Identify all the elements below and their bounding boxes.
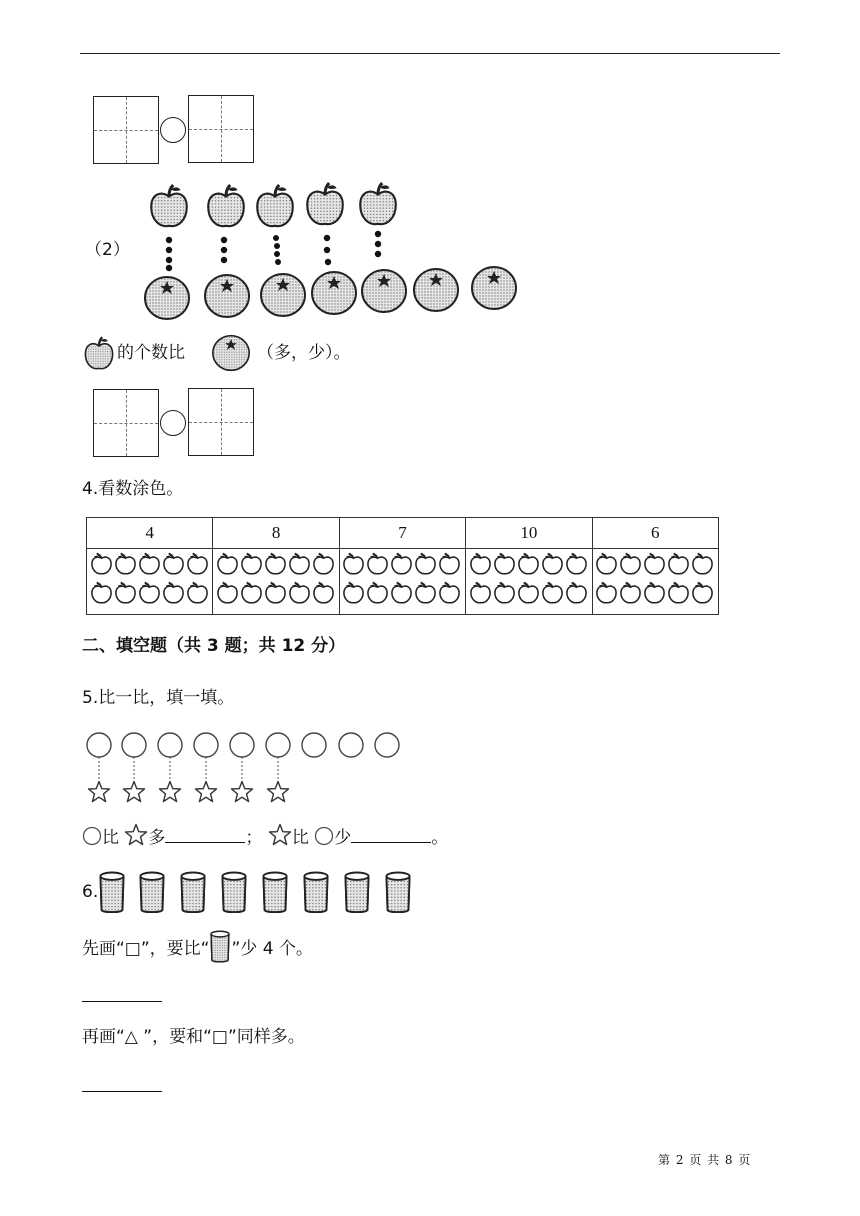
star-icon <box>268 823 292 847</box>
star-icon <box>160 782 181 802</box>
circle-shape <box>339 733 363 757</box>
apple-outline-icon[interactable] <box>621 553 640 573</box>
connecting-dots <box>140 228 400 272</box>
apple-outline-icon[interactable] <box>440 553 459 573</box>
q5-sep: ； <box>245 828 263 848</box>
apple-outline-icon[interactable] <box>471 582 490 602</box>
question-5-title: 5.比一比，填一填。 <box>82 688 235 708</box>
apple-outline-icon[interactable] <box>693 582 712 602</box>
orange-icon <box>360 268 408 314</box>
apple-outline-icon[interactable] <box>597 553 616 573</box>
q5-fill-sentence <box>82 823 448 847</box>
apple-grid-cell[interactable] <box>466 549 592 615</box>
apple-outline-icon[interactable] <box>140 553 159 573</box>
orange-icon <box>143 275 191 321</box>
star-icon <box>268 782 289 802</box>
cup-icon <box>343 871 371 915</box>
answer-blank[interactable] <box>165 842 245 843</box>
apple-outline-icon[interactable] <box>344 582 363 602</box>
header-rule <box>80 53 780 54</box>
star-icon <box>89 782 110 802</box>
apple-outline-icon[interactable] <box>314 553 333 573</box>
apple-icon <box>148 184 190 230</box>
circle-shape <box>87 733 111 757</box>
count-cell: 6 <box>592 518 718 549</box>
circle-icon <box>314 826 334 846</box>
apple-outline-icon[interactable] <box>519 582 538 602</box>
cup-icon <box>384 871 412 915</box>
answer-line[interactable] <box>82 1001 162 1002</box>
orange-icon <box>412 267 460 313</box>
q6-line1-before: 先画“□”，要比“ <box>82 939 210 959</box>
apple-outline-icon[interactable] <box>597 582 616 602</box>
apple-outline-icon[interactable] <box>392 582 411 602</box>
cup-icon <box>98 871 126 915</box>
orange-icon <box>259 272 307 318</box>
q5-bi-2: 比 <box>291 828 309 848</box>
apple-outline-icon[interactable] <box>116 582 135 602</box>
apple-outline-icon[interactable] <box>368 553 387 573</box>
apple-outline-icon[interactable] <box>218 553 237 573</box>
apple-outline-icon[interactable] <box>495 553 514 573</box>
circle-shape <box>158 733 182 757</box>
orange-icon <box>470 265 518 311</box>
q5-duo: 多 <box>148 828 166 848</box>
apple-icon <box>357 182 399 228</box>
apple-outline-icon[interactable] <box>242 553 261 573</box>
apple-outline-icon[interactable] <box>164 553 183 573</box>
circle-shape <box>122 733 146 757</box>
apple-outline-icon[interactable] <box>266 582 285 602</box>
apple-outline-icon[interactable] <box>242 582 261 602</box>
apple-outline-icon[interactable] <box>669 582 688 602</box>
q6-line-1 <box>82 930 313 964</box>
star-icon <box>196 782 217 802</box>
apple-outline-icon[interactable] <box>495 582 514 602</box>
orange-icon <box>211 334 251 372</box>
star-icon <box>232 782 253 802</box>
apple-outline-icon[interactable] <box>567 582 586 602</box>
q6-line1-after: ”少 4 个。 <box>231 939 313 959</box>
apple-outline-icon[interactable] <box>693 553 712 573</box>
apple-outline-group[interactable] <box>215 549 337 609</box>
compare-circle[interactable] <box>160 117 186 143</box>
cup-icon <box>138 871 166 915</box>
coloring-table <box>86 517 719 615</box>
apple-icon <box>205 184 247 230</box>
answer-box-right[interactable] <box>188 388 254 456</box>
star-icon <box>124 782 145 802</box>
circle-shape <box>194 733 218 757</box>
apple-outline-icon[interactable] <box>669 553 688 573</box>
apple-outline-icon[interactable] <box>92 582 111 602</box>
cup-icon <box>179 871 207 915</box>
compare-circle[interactable] <box>160 410 186 436</box>
count-cell: 10 <box>466 518 592 549</box>
apple-outline-icon[interactable] <box>368 582 387 602</box>
apple-outline-icon[interactable] <box>116 553 135 573</box>
circle-shape <box>230 733 254 757</box>
apple-outline-icon[interactable] <box>416 553 435 573</box>
apple-outline-icon[interactable] <box>440 582 459 602</box>
apple-outline-group[interactable] <box>89 549 211 609</box>
count-cell: 7 <box>339 518 465 549</box>
apple-outline-icon[interactable] <box>92 553 111 573</box>
star-icon <box>124 823 148 847</box>
q6-line-2: 再画“△ ”，要和“□”同样多。 <box>82 1027 305 1047</box>
count-cell: 8 <box>213 518 339 549</box>
apple-icon <box>304 182 346 228</box>
apple-grid-cell[interactable] <box>87 549 213 615</box>
apple-outline-icon[interactable] <box>140 582 159 602</box>
apple-outline-group[interactable] <box>341 549 463 609</box>
apple-grid-cell[interactable] <box>213 549 339 615</box>
answer-box-left[interactable] <box>93 96 159 164</box>
circles-stars-figure <box>80 728 410 808</box>
apple-outline-group[interactable] <box>594 549 716 609</box>
section-heading: 二、填空题（共 3 题；共 12 分） <box>82 636 346 656</box>
apple-outline-icon[interactable] <box>188 582 207 602</box>
q5-bi-1: 比 <box>102 828 119 848</box>
apple-outline-icon[interactable] <box>543 582 562 602</box>
apple-outline-icon[interactable] <box>645 582 664 602</box>
answer-blank[interactable] <box>351 842 431 843</box>
cup-icon <box>261 871 289 915</box>
circle-shape <box>375 733 399 757</box>
cup-icon <box>302 871 330 915</box>
cup-icon <box>209 930 231 964</box>
apple-outline-icon[interactable] <box>519 553 538 573</box>
apple-outline-icon[interactable] <box>290 582 309 602</box>
orange-icon <box>203 273 251 319</box>
q5-end: 。 <box>431 828 449 848</box>
answer-line[interactable] <box>82 1091 162 1092</box>
apple-outline-icon[interactable] <box>266 553 285 573</box>
apple-outline-icon[interactable] <box>290 553 309 573</box>
apple-outline-icon[interactable] <box>543 553 562 573</box>
apple-outline-icon[interactable] <box>344 553 363 573</box>
apple-outline-icon[interactable] <box>188 553 207 573</box>
apple-outline-icon[interactable] <box>164 582 183 602</box>
circle-shape <box>266 733 290 757</box>
apple-outline-icon[interactable] <box>471 553 490 573</box>
compare-sentence-part1: 的个数比 <box>117 343 185 363</box>
page-footer: 第 2 页 共 8 页 <box>658 1153 752 1167</box>
apple-icon <box>83 336 115 372</box>
answer-box-right[interactable] <box>188 95 254 163</box>
apple-outline-icon[interactable] <box>392 553 411 573</box>
apple-outline-icon[interactable] <box>645 553 664 573</box>
cup-icon <box>220 871 248 915</box>
question-4-title: 4.看数涂色。 <box>82 479 184 499</box>
question-6-number: 6. <box>82 882 99 902</box>
apple-outline-icon[interactable] <box>416 582 435 602</box>
count-cell: 4 <box>87 518 213 549</box>
circle-icon <box>82 826 102 846</box>
circle-shape <box>302 733 326 757</box>
apple-outline-group[interactable] <box>468 549 590 609</box>
q5-shao: 少 <box>334 828 352 848</box>
apple-grid-cell[interactable] <box>339 549 465 615</box>
apple-outline-icon[interactable] <box>218 582 237 602</box>
apple-outline-icon[interactable] <box>314 582 333 602</box>
compare-sentence-part2: （多，少）。 <box>257 343 351 363</box>
apple-outline-icon[interactable] <box>621 582 640 602</box>
apple-outline-icon[interactable] <box>567 553 586 573</box>
apple-icon <box>254 184 296 230</box>
answer-box-left[interactable] <box>93 389 159 457</box>
orange-icon <box>310 270 358 316</box>
question-2-label: （2） <box>85 240 130 260</box>
apple-grid-cell[interactable] <box>592 549 718 615</box>
